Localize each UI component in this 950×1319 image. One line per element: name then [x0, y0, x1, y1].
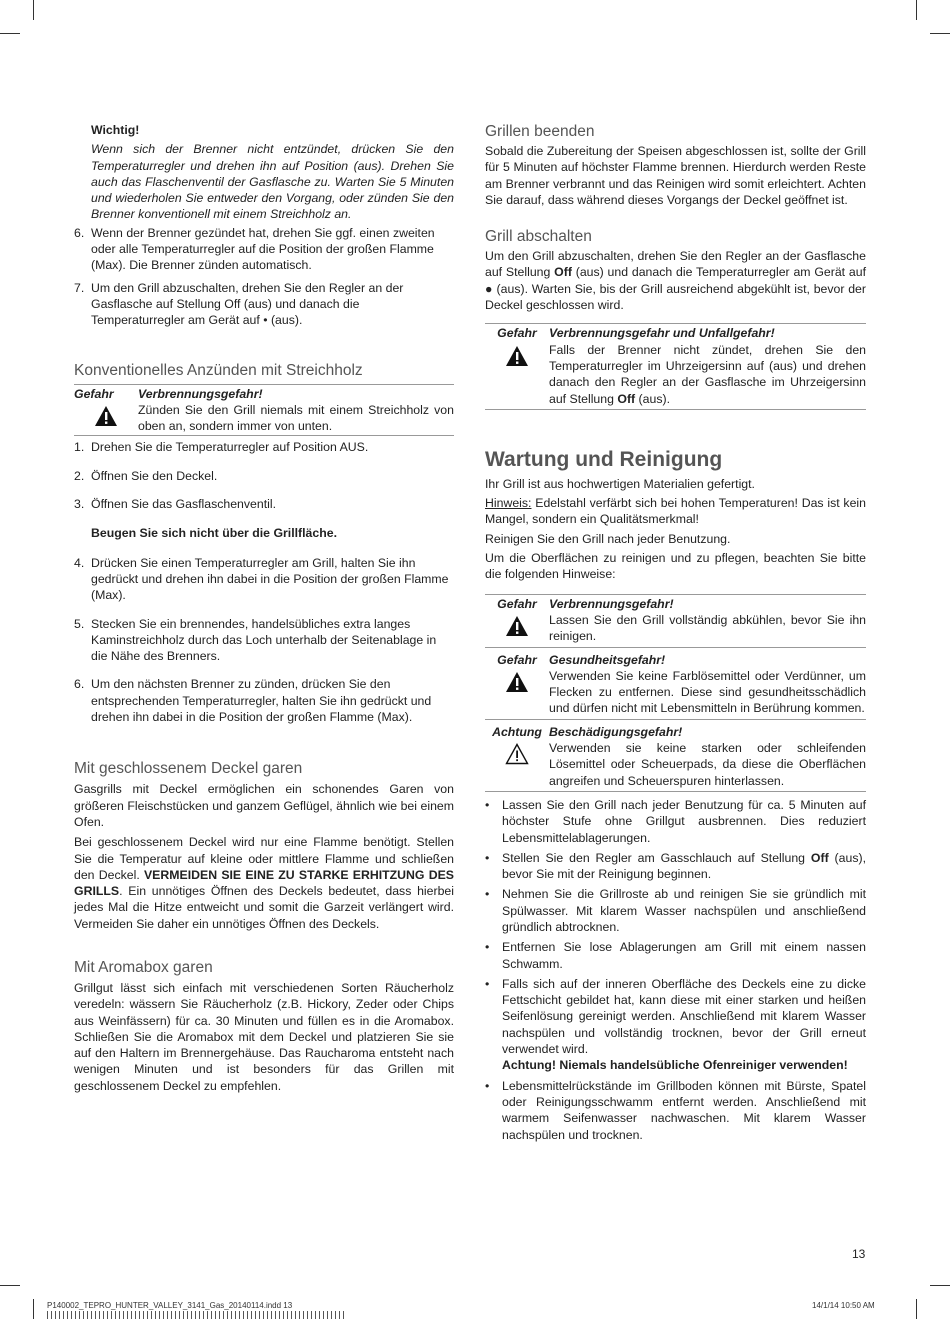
step-text: Öffnen Sie das Gasflaschenventil.	[91, 497, 277, 512]
warning-label: Gefahr	[497, 652, 537, 667]
list-item: 7. Um den Grill abzuschalten, drehen Sie den Regler an der Gasflasche auf Stellung Off (aus) und danach die Temperaturregler am Gerät auf • (aus).	[74, 280, 454, 329]
paragraph: Ihr Grill ist aus hochwertigen Materialien gefertigt.	[485, 476, 755, 491]
paragraph: Bei geschlossenem Deckel wird nur eine Flamme benötigt. Stellen Sie die Temperatur auf kleine oder mittlere Flamme und schließen den Deckel. VERMEIDEN SIE EINE ZU STARKE ERHITZUNG DES GRILLS. Ein unnötiges Öffnen des Deckels bedeutet, dass hierbei jedes Mal die Hitze entweicht und somit die Garzeit verlängert wird. Vermeiden Sie daher ein unnötiges Öffnen des Deckels.	[74, 835, 455, 931]
section-heading: Konventionelles Anzünden mit Streichholz	[74, 361, 363, 379]
warning-text: Lassen Sie den Grill vollständig abkühlen, bevor Sie ihn reinigen.	[549, 612, 866, 644]
list-item: 6. Wenn der Brenner gezündet hat, drehen Sie ggf. einen zweiten oder alle Temperaturregler auf die Position der großen Flamme (Max). Die Brenner zünden automatisch.	[74, 225, 454, 274]
warning-triangle-icon	[485, 612, 549, 645]
warning-label: Gefahr	[74, 386, 114, 401]
bullet-item: • Falls sich auf der inneren Oberfläche des Deckels eine zu dicke Fettschicht gebildet hat, kann diese mit einer starken und heißen Seifenlösung gereinigt werden. Anschließend mit klarem Wasser nachspülen und vollständig trocknen, bevor der Grill erneut verwendet wird. Achtung! Niemals handelsübliche Ofenreiniger verwenden!	[485, 976, 866, 1073]
bullet-item: • Lebensmittelrückstände im Grillboden können mit Bürste, Spatel oder Reinigungsschwamm entfernt werden. Anschließend mit warmem Seifenwasser nachwaschen. Mit klarem Wasser nachspülen und trocknen.	[485, 1078, 866, 1142]
warning-text: Verwenden Sie keine Farblösemittel oder Verdünner, um Flecken zu entfernen. Diese sind gesundheitsschädlich und dürfen nicht mit Lebensmitteln in Berührung kommen.	[549, 668, 866, 716]
paragraph: Sobald die Zubereitung der Speisen abgeschlossen ist, sollte der Grill für 5 Minuten auf höchster Flamme brennen. Hierdurch werden Reste am Brenner verbrannt und das Reinigen wird somit erleichtert. Achten Sie darauf, dass während dieses Vorgangs der Deckel geöffnet ist.	[485, 144, 866, 207]
warning-triangle-icon	[485, 342, 549, 407]
warning-text: Zünden Sie den Grill niemals mit einem Streichholz von oben an, sondern immer von unten.	[138, 402, 454, 434]
list-number: 4.	[74, 555, 85, 570]
crop-mark	[33, 1299, 34, 1319]
warning-title: Verbrennungsgefahr!	[549, 596, 674, 611]
step-text: Drücken Sie einen Temperaturregler am Grill, halten Sie ihn gedrückt und drehen ihn dabei in die Position der großen Flamme (Max).	[91, 555, 449, 603]
list-item	[74, 468, 454, 484]
list-item	[74, 496, 454, 512]
warning-triangle-icon	[74, 402, 138, 435]
warning-label: Gefahr	[497, 326, 537, 341]
warning-title: Beschädigungsgefahr!	[549, 724, 683, 739]
left-column	[74, 122, 454, 1094]
list-number: 6.	[74, 677, 85, 692]
bullet-item: • Lassen Sie den Grill nach jeder Benutzung für ca. 5 Minuten auf höchster Stufe ohne Grillgut ausbrennen. Dies reduziert Lebensmittelablagerungen.	[485, 797, 866, 845]
crop-mark	[0, 1285, 20, 1286]
section-heading: Mit Aromabox garen	[74, 958, 213, 976]
warning-text: Verwenden sie keine starken oder schleifenden Lösemittel oder Scheuerpads, da diese die Oberflächen angreifen und Scheuerspuren hinterlassen.	[549, 741, 866, 788]
warning-label: Achtung	[492, 724, 542, 739]
crop-mark	[930, 33, 950, 34]
step-text: Drehen Sie die Temperaturregler auf Position AUS.	[91, 440, 369, 455]
step-text: Öffnen Sie den Deckel.	[91, 468, 218, 483]
warning-box	[485, 594, 866, 648]
crop-mark	[33, 0, 34, 20]
list-number: 5.	[74, 616, 85, 631]
crop-mark	[916, 0, 917, 20]
page-number: 13	[852, 1247, 866, 1261]
wichtig-text: Wenn sich der Brenner nicht entzündet, drücken Sie den Temperaturregler und drehen ihn auf Position (aus). Drehen Sie auch das Flaschenventil der Gasflasche zu. Warten Sie 5 Minuten und wiederholen Sie entweder den Vorgang, oder zünden Sie den Brenner konventionell mit einem Streichholz an.	[91, 142, 454, 222]
warning-title: Verbrennungsgefahr und Unfallgefahr!	[549, 326, 775, 341]
section-heading: Grillen beenden	[485, 123, 595, 140]
step-text: Wenn der Brenner gezündet hat, drehen Sie ggf. einen zweiten oder alle Temperaturregler auf die Position der großen Flamme (Max). Die Brenner zünden automatisch.	[91, 225, 435, 273]
paragraph: Reinigen Sie den Grill nach jeder Benutzung.	[485, 531, 731, 546]
list-number: 2.	[74, 468, 85, 483]
section-title: Wartung und Reinigung	[485, 447, 723, 471]
warning-text: Falls der Brenner nicht zündet, drehen Sie den Temperaturregler im Uhrzeigersinn auf (aus) und drehen danach den Regler an der Gasflasche im Uhrzeigersinn auf Stellung Off (aus).	[549, 342, 866, 406]
right-column	[485, 122, 866, 1143]
list-number: 3.	[74, 497, 85, 512]
wichtig-title: Wichtig!	[91, 123, 140, 137]
list-item	[74, 555, 454, 604]
bullet-item: • Nehmen Sie die Grillroste ab und reinigen Sie sie gründlich mit Spülwasser. Mit klarem Wasser nachspülen und anschließend gründlich abtrocknen.	[485, 887, 866, 934]
bullet-item: • Entfernen Sie lose Ablagerungen am Grill mit einem nassen Schwamm.	[485, 940, 866, 971]
warning-box	[485, 723, 866, 792]
section-heading: Grill abschalten	[485, 228, 592, 246]
warning-box	[485, 323, 866, 409]
crop-mark	[930, 1285, 950, 1286]
footer-filename: P140002_TEPRO_HUNTER_VALLEY_3141_Gas_20140114.indd 13	[47, 1301, 293, 1310]
crop-mark	[916, 1299, 917, 1319]
footer-timestamp: 14/1/14 10:50 AM	[812, 1301, 875, 1310]
list-item	[74, 676, 454, 725]
list-item	[74, 616, 454, 665]
crop-mark	[0, 33, 20, 34]
list-item	[74, 439, 454, 455]
paragraph: Gasgrills mit Deckel ermöglichen ein schonendes Garen von größeren Fleischstücken und ganzem Geflügel, ähnlich wie bei einem Ofen.	[74, 782, 454, 829]
warning-title: Gesundheitsgefahr!	[549, 652, 666, 667]
paragraph: Grillgut lässt sich einfach mit verschiedenen Sorten Räucherholz veredeln: wässern Sie Räucherholz (z.B. Hickory, Zeder oder Chips aus Weinfässern) für ca. 30 Minuten und füllen es in die Aromabox. Schließen Sie die Aromabox mit dem Deckel und platzieren Sie sie auf den Haltern im Brennergehäuse. Das Raucharoma entsteht nach wenigen Minuten und ist besonders für das Grillen mit geschlossenem Deckel zu empfehlen.	[74, 980, 454, 1093]
warning-box	[485, 651, 866, 720]
paragraph: Um die Oberflächen zu reinigen und zu pflegen, beachten Sie bitte die folgenden Hinweise:	[485, 551, 866, 582]
warning-title: Verbrennungsgefahr!	[138, 386, 263, 401]
beugen-note: Beugen Sie sich nicht über die Grillfläche.	[91, 526, 337, 541]
section-heading: Mit geschlossenem Deckel garen	[74, 760, 303, 778]
warning-label: Gefahr	[497, 596, 537, 611]
step-text: Um den Grill abzuschalten, drehen Sie den Regler an der Gasflasche auf Stellung Off (aus) und danach die Temperaturregler am Gerät auf • (aus).	[91, 280, 404, 328]
list-number: 1.	[74, 440, 85, 455]
step-text: Stecken Sie ein brennendes, handelsübliches extra langes Kaminstreichholz durch das Loch unterhalb der Seitenablage in die Nähe des Brenners.	[91, 616, 437, 664]
paragraph: Hinweis: Edelstahl verfärbt sich bei hohen Temperaturen! Das ist kein Mangel, sondern ein Qualitätsmerkmal!	[485, 496, 866, 527]
registration-bar	[47, 1311, 347, 1319]
paragraph: Um den Grill abzuschalten, drehen Sie den Regler an der Gasflasche auf Stellung Off (aus) und danach die Temperaturregler am Gerät auf ● (aus). Warten Sie, bis der Grill ausreichend abgekühlt ist, bevor der Deckel geschlossen wird.	[485, 249, 866, 313]
bullet-item: • Stellen Sie den Regler am Gasschlauch auf Stellung Off (aus), bevor Sie mit der Reinigung beginnen.	[485, 850, 866, 882]
warning-box	[74, 384, 454, 437]
caution-triangle-icon	[485, 740, 549, 789]
step-text: Um den nächsten Brenner zu zünden, drücken Sie den entsprechenden Temperaturregler, halten Sie ihn gedrückt und drehen ihn dabei in die Position der großen Flamme (Max).	[91, 677, 432, 725]
warning-triangle-icon	[485, 668, 549, 717]
